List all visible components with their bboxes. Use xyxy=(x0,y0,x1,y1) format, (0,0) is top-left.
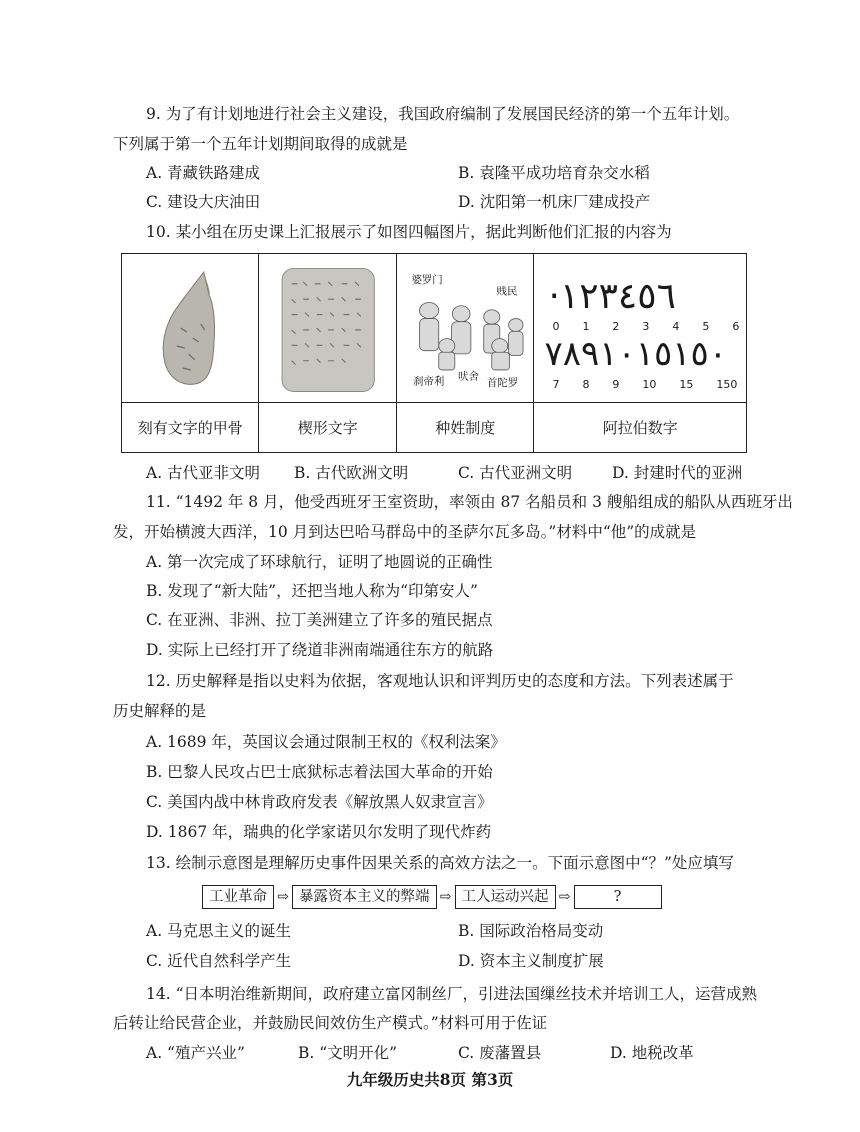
flow-box-capitalism-drawbacks: 暴露资本主义的弊端 xyxy=(292,885,437,909)
q10-figure-panel xyxy=(121,253,747,453)
caste-label-untouchable: 贱民 xyxy=(496,285,518,298)
page-footer: 九年级历史共8页 第3页 xyxy=(346,1070,514,1089)
flow-box-industrial-revolution: 工业革命 xyxy=(202,885,274,909)
q11-option-d: D. 实际上已经打开了绕道非洲南端通往东方的航路 xyxy=(146,641,494,659)
figure-caste-system xyxy=(397,254,534,452)
q9-option-a: A. 青藏铁路建成 xyxy=(146,164,261,182)
caste-label-kshatriya: 刹帝利 xyxy=(413,375,445,388)
arabic-numerals-image xyxy=(534,254,746,404)
arabic-row2-numbers: 7 8 9 10 15 150 xyxy=(552,378,738,391)
q10-option-c: C. 古代亚洲文明 xyxy=(458,464,573,482)
q13-stem: 13. 绘制示意图是理解历史事件因果关系的高效方法之一。下面示意图中“？”处应填写 xyxy=(146,854,734,872)
q13-option-c: C. 近代自然科学产生 xyxy=(146,952,292,970)
oracle-bone-image xyxy=(122,254,258,404)
caste-label-brahmin: 婆罗门 xyxy=(411,274,443,287)
q9-option-d: D. 沈阳第一机床厂建成投产 xyxy=(458,193,651,211)
q11-stem-line1: 11. “1492 年 8 月，他受西班牙王室资助，率领由 87 名船员和 3 艘船组成的船队从西班牙出 xyxy=(146,493,793,511)
caste-label-shudra: 首陀罗 xyxy=(486,377,519,390)
figure-arabic-numerals xyxy=(534,254,746,452)
figure-cuneiform xyxy=(259,254,396,452)
q13-option-d: D. 资本主义制度扩展 xyxy=(458,952,604,970)
q9-option-c: C. 建设大庆油田 xyxy=(146,193,261,211)
flow-arrow-icon: ⇨ xyxy=(439,889,452,905)
caption-oracle-bone: 刻有文字的甲骨 xyxy=(122,402,258,452)
q12-option-d: D. 1867 年，瑞典的化学家诺贝尔发明了现代炸药 xyxy=(146,823,492,841)
q9-stem-line2: 下列属于第一个五年计划期间取得的成就是 xyxy=(113,135,408,153)
q12-stem-line1: 12. 历史解释是指以史料为依据，客观地认识和评判历史的态度和方法。下列表述属于 xyxy=(146,672,734,690)
q9-option-b: B. 袁隆平成功培育杂交水稻 xyxy=(458,164,650,182)
q10-option-a: A. 古代亚非文明 xyxy=(146,464,261,482)
q14-option-a: A. “殖产兴业” xyxy=(146,1044,245,1062)
q11-option-b: B. 发现了“新大陆”，还把当地人称为“印第安人” xyxy=(146,582,478,600)
q10-stem: 10. 某小组在历史课上汇报展示了如图四幅图片，据此判断他们汇报的内容为 xyxy=(146,223,672,241)
q11-option-c: C. 在亚洲、非洲、拉丁美洲建立了许多的殖民据点 xyxy=(146,611,493,629)
q11-option-a: A. 第一次完成了环球航行，证明了地圆说的正确性 xyxy=(146,553,493,571)
q11-stem-line2: 发，开始横渡大西洋，10 月到达巴哈马群岛中的圣萨尔瓦多岛。”材料中“他”的成就是 xyxy=(113,523,697,541)
figure-oracle-bone xyxy=(122,254,259,452)
arabic-row1-numbers: 0 1 2 3 4 5 6 xyxy=(552,320,740,333)
q10-option-d: D. 封建时代的亚洲 xyxy=(612,464,743,482)
q14-stem-line2: 后转让给民营企业，并鼓励民间效仿生产模式。”材料可用于佐证 xyxy=(113,1014,548,1032)
q9-stem-line1: 9. 为了有计划地进行社会主义建设，我国政府编制了发展国民经济的第一个五年计划。 xyxy=(146,105,740,123)
q14-stem-line1: 14. “日本明治维新期间，政府建立富冈制丝厂，引进法国缫丝技术并培训工人，运营成熟 xyxy=(146,985,758,1003)
q13-option-b: B. 国际政治格局变动 xyxy=(458,922,604,940)
q10-option-b: B. 古代欧洲文明 xyxy=(294,464,409,482)
q12-option-c: C. 美国内战中林肯政府发表《解放黑人奴隶宣言》 xyxy=(146,793,493,811)
flow-arrow-icon: ⇨ xyxy=(277,889,289,905)
q12-option-b: B. 巴黎人民攻占巴士底狱标志着法国大革命的开始 xyxy=(146,763,493,781)
q13-flow-diagram xyxy=(202,885,662,909)
flow-box-question: ? xyxy=(574,885,662,909)
caption-cuneiform: 楔形文字 xyxy=(259,402,395,452)
caption-caste-system: 种姓制度 xyxy=(397,402,533,452)
cuneiform-tablet-image xyxy=(259,254,395,404)
q14-option-d: D. 地税改革 xyxy=(610,1044,694,1062)
caption-arabic-numerals: 阿拉伯数字 xyxy=(534,402,746,452)
caste-label-vaishya: 吠舍 xyxy=(457,370,479,383)
q13-option-a: A. 马克思主义的诞生 xyxy=(146,922,292,940)
flow-arrow-icon: ⇨ xyxy=(558,889,571,905)
arabic-row2-glyphs: ٧٨٩١٠١٥١٥٠ xyxy=(544,334,728,374)
q12-stem-line2: 历史解释的是 xyxy=(113,702,207,720)
caste-system-image xyxy=(397,254,533,404)
arabic-row1-glyphs: ·١٢٣٤٥٦ xyxy=(548,276,676,317)
flow-box-workers-movement: 工人运动兴起 xyxy=(455,885,556,909)
q14-option-b: B. “文明开化” xyxy=(298,1044,398,1062)
q12-option-a: A. 1689 年，英国议会通过限制王权的《权利法案》 xyxy=(146,733,506,751)
q14-option-c: C. 废藩置县 xyxy=(458,1044,542,1062)
